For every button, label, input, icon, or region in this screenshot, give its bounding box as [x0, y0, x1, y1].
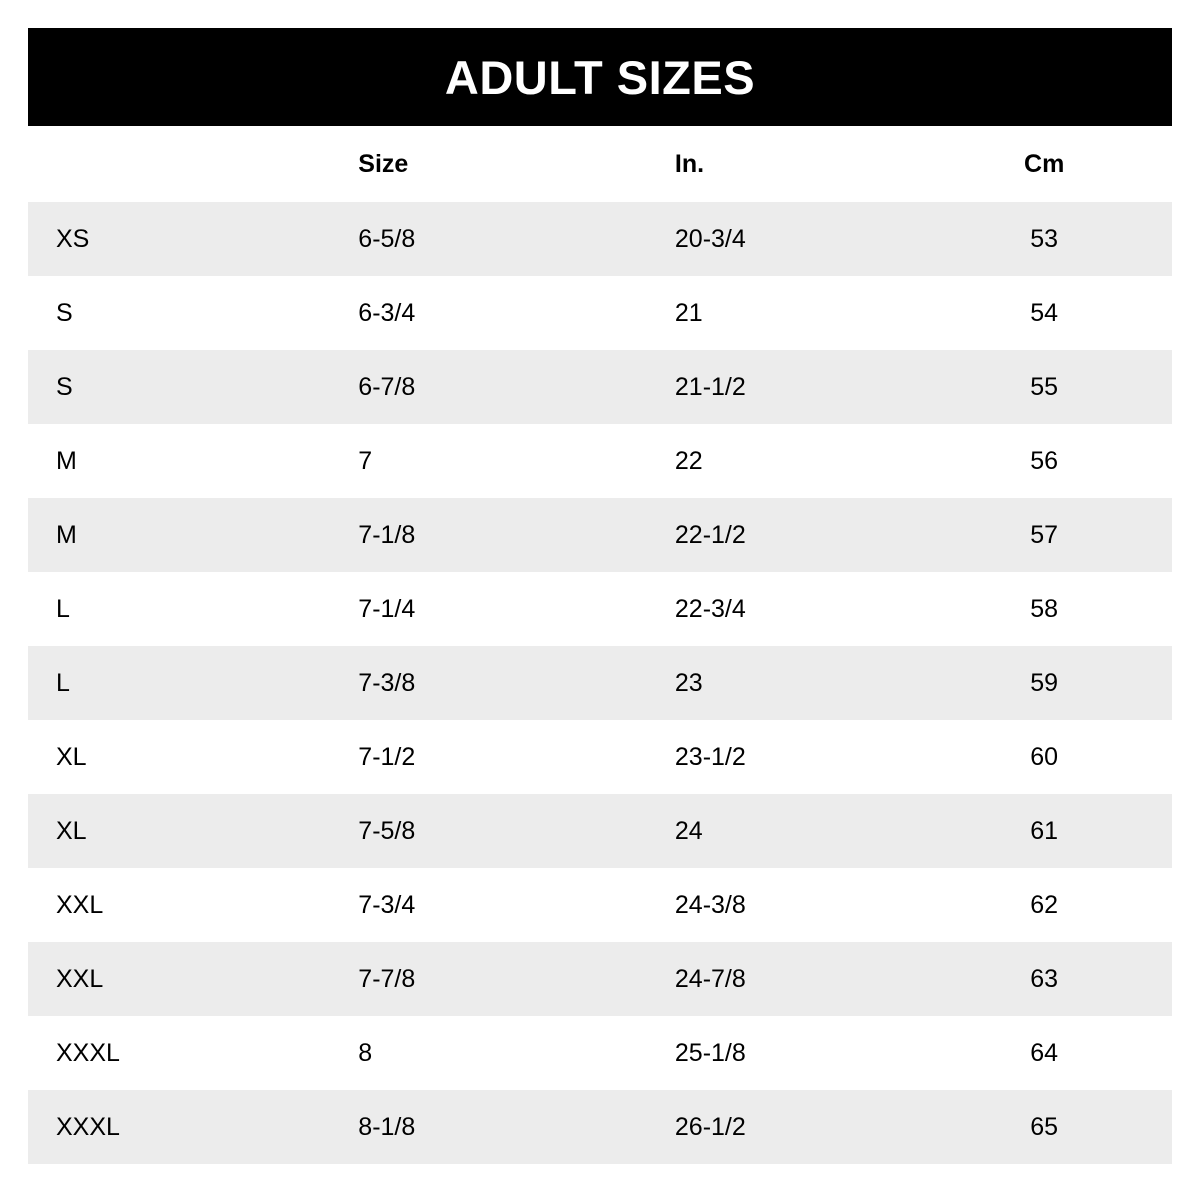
- cell-inches: 21-1/2: [647, 350, 944, 424]
- cell-cm: 58: [944, 572, 1172, 646]
- table-row: [28, 646, 1172, 720]
- cell-size-label: XXXL: [28, 1090, 332, 1164]
- cell-inches: 24: [647, 794, 944, 868]
- table-row: [28, 572, 1172, 646]
- table-row: [28, 276, 1172, 350]
- table-row: [28, 720, 1172, 794]
- cell-size-label: XXL: [28, 942, 332, 1016]
- cell-inches: 22: [647, 424, 944, 498]
- chart-title-bar: [28, 28, 1172, 126]
- cell-hat-size: 8-1/8: [332, 1090, 647, 1164]
- column-header-cm: Cm: [944, 126, 1172, 202]
- cell-hat-size: 7-3/4: [332, 868, 647, 942]
- table-row: [28, 350, 1172, 424]
- cell-hat-size: 8: [332, 1016, 647, 1090]
- cell-inches: 20-3/4: [647, 202, 944, 276]
- cell-size-label: XXL: [28, 868, 332, 942]
- cell-cm: 63: [944, 942, 1172, 1016]
- cell-cm: 55: [944, 350, 1172, 424]
- cell-size-label: L: [28, 572, 332, 646]
- cell-inches: 24-3/8: [647, 868, 944, 942]
- cell-hat-size: 7-1/8: [332, 498, 647, 572]
- column-header-size: Size: [332, 126, 647, 202]
- table-row: [28, 202, 1172, 276]
- cell-cm: 61: [944, 794, 1172, 868]
- cell-size-label: XS: [28, 202, 332, 276]
- cell-hat-size: 6-3/4: [332, 276, 647, 350]
- cell-inches: 26-1/2: [647, 1090, 944, 1164]
- cell-cm: 57: [944, 498, 1172, 572]
- cell-hat-size: 7-1/2: [332, 720, 647, 794]
- cell-size-label: M: [28, 498, 332, 572]
- table-row: [28, 1016, 1172, 1090]
- cell-size-label: XXXL: [28, 1016, 332, 1090]
- cell-cm: 60: [944, 720, 1172, 794]
- cell-size-label: M: [28, 424, 332, 498]
- cell-size-label: L: [28, 646, 332, 720]
- page-title: ADULT SIZES: [444, 50, 756, 104]
- cell-cm: 54: [944, 276, 1172, 350]
- cell-hat-size: 7-7/8: [332, 942, 647, 1016]
- table-header: [28, 126, 1172, 202]
- cell-inches: 21: [647, 276, 944, 350]
- cell-hat-size: 7-5/8: [332, 794, 647, 868]
- cell-hat-size: 7-1/4: [332, 572, 647, 646]
- cell-size-label: S: [28, 276, 332, 350]
- cell-hat-size: 7-3/8: [332, 646, 647, 720]
- table-body: [28, 202, 1172, 1164]
- cell-cm: 64: [944, 1016, 1172, 1090]
- table-row: [28, 794, 1172, 868]
- size-chart-table: [28, 126, 1172, 1164]
- cell-cm: 65: [944, 1090, 1172, 1164]
- cell-size-label: XL: [28, 794, 332, 868]
- cell-cm: 59: [944, 646, 1172, 720]
- cell-inches: 24-7/8: [647, 942, 944, 1016]
- table-row: [28, 498, 1172, 572]
- cell-inches: 23: [647, 646, 944, 720]
- cell-cm: 56: [944, 424, 1172, 498]
- table-row: [28, 868, 1172, 942]
- column-header-label: [28, 126, 332, 202]
- cell-hat-size: 6-7/8: [332, 350, 647, 424]
- cell-size-label: XL: [28, 720, 332, 794]
- cell-cm: 53: [944, 202, 1172, 276]
- cell-inches: 22-1/2: [647, 498, 944, 572]
- cell-inches: 22-3/4: [647, 572, 944, 646]
- cell-hat-size: 6-5/8: [332, 202, 647, 276]
- cell-size-label: S: [28, 350, 332, 424]
- table-row: [28, 424, 1172, 498]
- table-header-row: [28, 126, 1172, 202]
- table-row: [28, 942, 1172, 1016]
- table-row: [28, 1090, 1172, 1164]
- cell-inches: 25-1/8: [647, 1016, 944, 1090]
- column-header-inches: In.: [647, 126, 944, 202]
- cell-inches: 23-1/2: [647, 720, 944, 794]
- cell-cm: 62: [944, 868, 1172, 942]
- cell-hat-size: 7: [332, 424, 647, 498]
